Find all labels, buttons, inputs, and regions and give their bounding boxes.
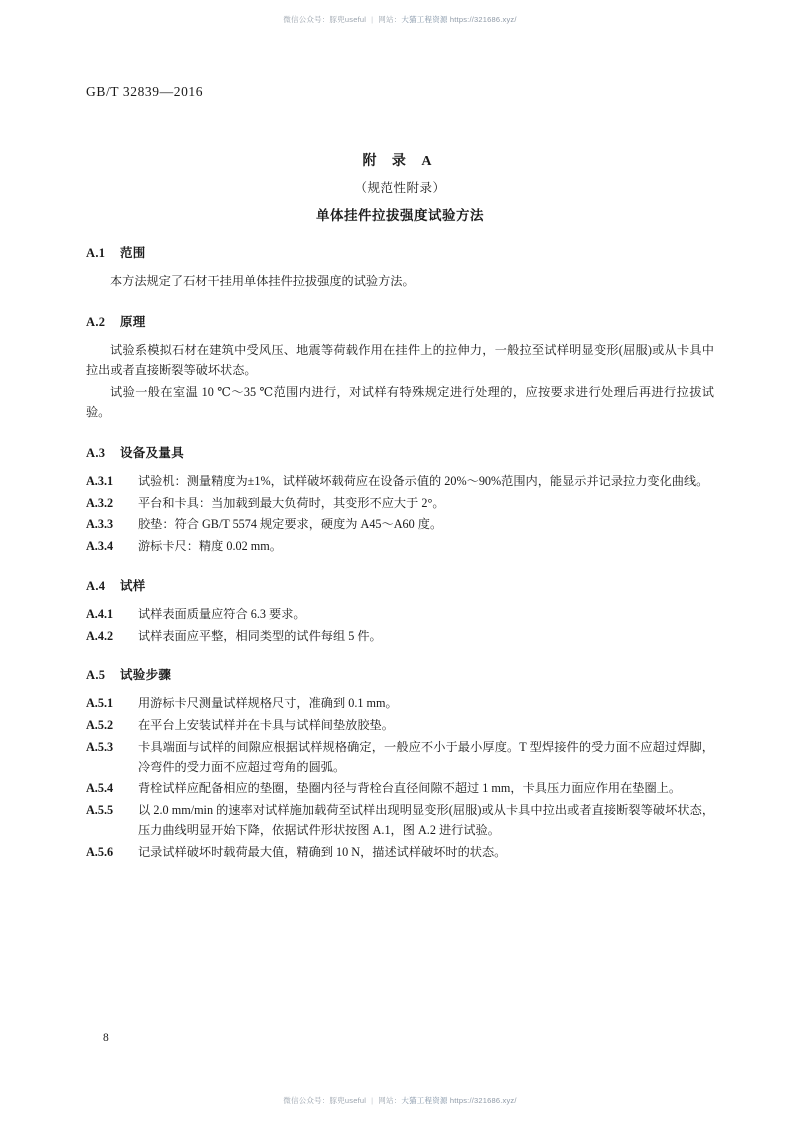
watermark-separator: |: [371, 15, 374, 24]
annex-type: （规范性附录）: [354, 181, 446, 195]
paragraph-a2-2: 试验一般在室温 10 ℃～35 ℃范围内进行，对试样有特殊规定进行处理的，应按要求进行处理后再进行拉拔试验。: [86, 385, 714, 420]
watermark-separator: |: [371, 1096, 374, 1105]
watermark-site-label: 网站：: [378, 1096, 402, 1105]
item-text: 在平台上安装试样并在卡具与试样间垫放胶垫。: [138, 718, 394, 733]
annex-label: 附 录 A: [362, 154, 438, 169]
list-item: [86, 801, 714, 841]
watermark-url: https://321686.xyz/: [449, 15, 517, 24]
list-item: [86, 472, 714, 492]
item-text: 用游标卡尺测量试样规格尺寸，准确到 0.1 mm。: [138, 696, 398, 711]
list-item: [86, 716, 714, 736]
section-title-a4: 试样: [120, 578, 146, 593]
paragraph-a1-1: 本方法规定了石材干挂用单体挂件拉拔强度的试验方法。: [110, 274, 415, 288]
item-text: 试样表面应平整，相同类型的试件每组 5 件。: [138, 628, 382, 643]
standard-number: GB/T 32839—2016: [86, 84, 204, 99]
item-text: 记录试样破坏时载荷最大值，精确到 10 N，描述试样破坏时的状态。: [138, 844, 507, 859]
item-number: A.5.6: [86, 844, 114, 859]
watermark-site-label: 网站：: [378, 15, 402, 24]
item-number: A.5.5: [86, 803, 114, 818]
section-title-a5: 试验步骤: [120, 668, 172, 683]
section-number-a1: A.1: [86, 246, 106, 260]
item-text: 胶垫：符合 GB/T 5574 规定要求，硬度为 A45～A60 度。: [138, 517, 443, 532]
item-number: A.5.1: [86, 696, 114, 711]
watermark-site-name: 大猫工程资源: [401, 1096, 448, 1105]
item-number: A.3.4: [86, 539, 114, 554]
item-number: A.4.2: [86, 628, 114, 643]
item-number: A.5.2: [86, 718, 114, 733]
watermark-top: [0, 14, 800, 25]
item-number: A.5.3: [86, 739, 114, 754]
section-number-a2: A.2: [86, 314, 106, 329]
watermark-bottom: [0, 1095, 800, 1106]
section-heading-a2: [86, 312, 714, 330]
list-item: [86, 494, 714, 514]
section-title-a3: 设备及量具: [120, 445, 185, 460]
section-heading-a1: [86, 243, 714, 261]
section-number-a5: A.5: [86, 668, 106, 683]
watermark-account: 豚兜useful: [329, 15, 367, 24]
section-heading-a5: [86, 665, 714, 683]
paragraph-a2-1: 试验系模拟石材在建筑中受风压、地震等荷载作用在挂件上的拉伸力，一般拉至试样明显变形(屈服)或从卡具中拉出或者直接断裂等破坏状态。: [86, 342, 714, 377]
watermark-site-name: 大猫工程资源: [401, 15, 448, 24]
item-text: 卡具端面与试样的间隙应根据试样规格确定，一般应不小于最小厚度。T 型焊接件的受力面不应超过焊脚，冷弯件的受力面不应超过弯角的圆弧。: [138, 739, 714, 774]
document-body: [86, 243, 714, 865]
item-text: 以 2.0 mm/min 的速率对试样施加载荷至试样出现明显变形(屈服)或从卡具中拉出或者直接断裂等破坏状态，压力曲线明显开始下降，依据试件形状按图 A.1，图 A.2 进行试验。: [138, 803, 714, 838]
watermark-wechat-label: 微信公众号：: [283, 15, 330, 24]
list-item: [86, 738, 714, 778]
watermark-url: https://321686.xyz/: [449, 1096, 517, 1105]
list-item: [86, 515, 714, 535]
annex-heading: 单体挂件拉拔强度试验方法: [316, 208, 484, 223]
item-number: A.3.2: [86, 495, 114, 510]
section-number-a4: A.4: [86, 578, 106, 593]
page-number: 8: [103, 1032, 109, 1044]
item-number: A.3.1: [86, 473, 114, 488]
item-text: 游标卡尺：精度 0.02 mm。: [138, 539, 282, 554]
item-text: 背栓试样应配备相应的垫圈，垫圈内径与背栓台直径间隙不超过 1 mm，卡具压力面应作用在垫圈上。: [138, 781, 682, 796]
spacer: [86, 426, 714, 443]
list-item: [86, 843, 714, 863]
list-item: [86, 605, 714, 625]
item-number: A.3.3: [86, 517, 114, 532]
section-heading-a3: [86, 443, 714, 461]
section-title-a2: 原理: [120, 314, 146, 329]
item-text: 平台和卡具：当加载到最大负荷时，其变形不应大于 2°。: [138, 495, 445, 510]
section-heading-a4: [86, 576, 714, 594]
list-item: [86, 537, 714, 557]
spacer: [86, 295, 714, 312]
annex-title-block: [0, 150, 800, 224]
section-title-a1: 范围: [120, 246, 146, 260]
list-item: [86, 627, 714, 647]
item-text: 试样表面质量应符合 6.3 要求。: [138, 606, 306, 621]
section-number-a3: A.3: [86, 445, 106, 460]
spacer: [86, 648, 714, 665]
watermark-wechat-label: 微信公众号：: [283, 1096, 330, 1105]
watermark-account: 豚兜useful: [329, 1096, 367, 1105]
list-item: [86, 694, 714, 714]
item-text: 试验机：测量精度为±1%，试样破坏载荷应在设备示值的 20%～90%范围内，能显示并记录拉力变化曲线。: [138, 473, 709, 488]
list-item: [86, 779, 714, 799]
spacer: [86, 559, 714, 576]
item-number: A.4.1: [86, 606, 114, 621]
item-number: A.5.4: [86, 781, 114, 796]
